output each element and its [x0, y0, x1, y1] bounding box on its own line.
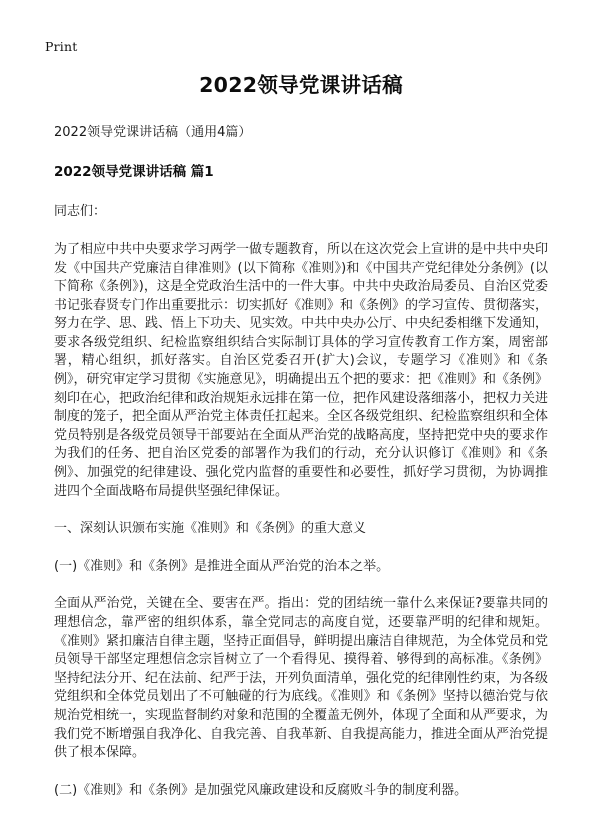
- print-button[interactable]: [45, 41, 77, 54]
- page-title: 2022领导党课讲话稿: [199, 73, 403, 97]
- paragraph-body: 为了相应中共中央要求学习两学一做专题教育，所以在这次党会上宣讲的是中共中央印发《中国共产党廉洁自律准则》(以下简称《准则》)和《中国共产党纪律处分条例》(以下简称《条例》)，这是全党政治生活中的一件大事。中共中央政治局委员、自治区党委书记张春贤专门作出重要批示：切实抓好《准则》和《条例》的学习宣传、贯彻落实，努力在学、思、践、悟上下功夫、见实效。中共中央办公厅、中央纪委相继下发通知，要求各级党组织、纪检监察组织结合实际制订具体的学习宣传教育工作方案，周密部署，精心组织，抓好落实。自治区党委召开(扩大)会议，专题学习《准则》和《条例》，研究审定学习贯彻《实施意见》，明确提出五个把的要求：把《准则》和《条例》刻印在心，把政治纪律和政治规矩永远排在第一位，把作风建设落细落小，把权力关进制度的笼子，把全面从严治党主体责任扛起来。全区各级党组织、纪检监察组织和全体党员特别是各级党员领导干部要站在全面从严治党的战略高度，坚持把党中央的要求作为我们的任务、把自治区党委的部署作为我们的行动，充分认识修订《准则》和《条例》、加强党的纪律建设、强化党内监督的重要性和必要性，抓好学习贯彻，为协调推进四个全面战略布局提供坚强纪律保证。: [54, 241, 549, 499]
- document-content: [54, 72, 548, 800]
- salutation: 同志们：: [54, 204, 107, 220]
- paragraph-list: [54, 241, 548, 800]
- paragraph-heading: (一)《准则》和《条例》是推进全面从严治党的治本之举。: [54, 558, 390, 574]
- document-subtitle: 2022领导党课讲话稿（通用4篇）: [54, 124, 252, 140]
- paragraph-heading: (二)《准则》和《条例》是加强党风廉政建设和反腐败斗争的制度利器。: [54, 782, 468, 798]
- paragraph-heading: 一、深刻认识颁布实施《准则》和《条例》的重大意义: [54, 521, 367, 537]
- print-label: Print: [45, 39, 78, 54]
- paragraph-body: 全面从严治党，关键在全、要害在严。指出：党的团结统一靠什么来保证?要靠共同的理想信念，靠严密的组织体系，靠全党同志的高度自觉，还要靠严明的纪律和规矩。《准则》紧扣廉洁自律主题，坚持正面倡导，鲜明提出廉洁自律规范，为全体党员和党员领导干部坚定理想信念宗旨树立了一个看得见、摸得着、够得到的高标准。《条例》坚持纪法分开、纪在法前、纪严于法，开列负面清单，强化党的纪律刚性约束，为各级党组织和全体党员划出了不可触碰的行为底线。《准则》和《条例》坚持以德治党与依规治党相统一，实现监督制约对象和范围的全覆盖无例外，体现了全面和从严要求，为我们党不断增强自我净化、自我完善、自我革新、自我提高能力，推进全面从严治党提供了根本保障。: [54, 596, 549, 761]
- article-heading: 2022领导党课讲话稿 篇1: [54, 163, 214, 180]
